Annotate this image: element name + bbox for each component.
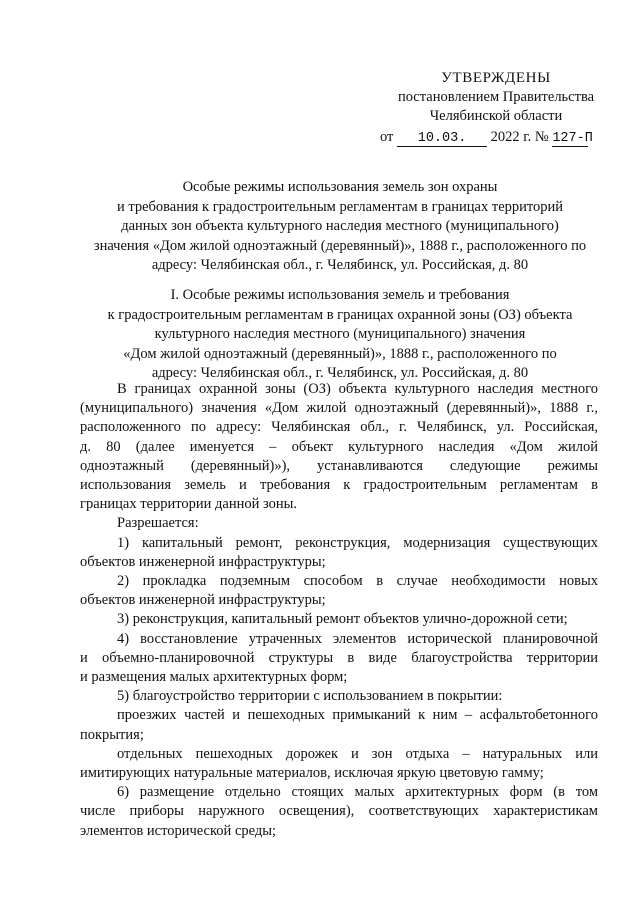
body-line: В границах охранной зоны (ОЗ) объекта культурного наследия местного [117, 381, 598, 397]
section-1-title [70, 286, 610, 384]
approval-line-2: Челябинской области [429, 108, 563, 124]
body-line: объектов инженерной инфраструктуры; [80, 592, 326, 609]
title-line: Особые режимы использования земель зон охраны [182, 179, 498, 195]
document-title [70, 178, 610, 276]
body-line: числе приборы наружного освещения), соответствующих характеристикам [80, 803, 598, 820]
body-line: 5) благоустройство территории с использованием в покрытии: [117, 688, 503, 705]
section-title-line: культурного наследия местного (муниципального) значения [154, 326, 526, 342]
body-line: проезжих частей и пешеходных примыканий к ним – асфальтобетонного [117, 707, 598, 724]
body-line: 1) капитальный ремонт, реконструкция, модернизация существующих [117, 534, 598, 551]
body-line: д. 80 (далее именуется – объект культурного наследия «Дом жилой [80, 438, 598, 455]
body-line: и объемно-планировочной структуры в виде благоустройства территории [80, 649, 598, 666]
section-title-line: адресу: Челябинская обл., г. Челябинск, ул. Российская, д. 80 [151, 365, 529, 381]
body-line: расположенного по адресу: Челябинская обл., г. Челябинск, ул. Российская, [80, 419, 598, 436]
title-line: и требования к градостроительным регламентам в границах территорий [116, 198, 564, 215]
body-line: Разрешается: [117, 515, 199, 532]
body-line: 4) восстановление утраченных элементов исторической планировочной [117, 630, 598, 647]
section-title-line: I. Особые режимы использования земель и требования [170, 287, 510, 303]
body-line: элементов исторической среды; [80, 822, 277, 839]
body-line: и размещения малых архитектурных форм; [80, 669, 348, 686]
body-line: 6) размещение отдельно стоящих малых архитектурных форм (в том [117, 784, 598, 801]
approval-date: 10.03. [397, 131, 487, 147]
year-label: 2022 г. № [490, 129, 549, 145]
body-line: 3) реконструкция, капитальный ремонт объектов улично-дорожной сети; [117, 611, 568, 628]
approval-number: 127-П [552, 131, 593, 146]
date-prefix: от [380, 129, 394, 145]
section-title-line: к градостроительным регламентам в границах охранной зоны (ОЗ) объекта [107, 306, 573, 323]
approval-date-line [380, 128, 612, 147]
body-line: (муниципального) значения «Дом жилой одноэтажный (деревянный)», 1888 г., [80, 400, 598, 417]
body-line: использования земель и требования к градостроительным регламентам в [80, 477, 598, 494]
body-line: имитирующих натуральные материалов, исключая яркую цветовую гамму; [80, 765, 544, 782]
body-line: одноэтажный (деревянный)»), устанавливаются следующие режимы [80, 457, 598, 474]
body-line: отдельных пешеходных дорожек и зон отдыха – натуральных или [117, 745, 598, 762]
document-body [80, 380, 598, 841]
title-line: адресу: Челябинская обл., г. Челябинск, ул. Российская, д. 80 [151, 257, 529, 273]
approval-stamp [380, 69, 612, 147]
section-title-line: «Дом жилой одноэтажный (деревянный)», 1888 г., расположенного по [123, 345, 557, 362]
title-line: данных зон объекта культурного наследия местного (муниципального) [121, 218, 559, 234]
approval-title: УТВЕРЖДЕНЫ [441, 70, 551, 86]
body-line: границах территории данной зоны. [80, 496, 298, 513]
title-line: значения «Дом жилой одноэтажный (деревянный)», 1888 г., расположенного по [93, 237, 587, 254]
approval-line-1: постановлением Правительства [397, 89, 595, 105]
body-line: покрытия; [80, 726, 144, 743]
body-line: объектов инженерной инфраструктуры; [80, 553, 326, 570]
body-line: 2) прокладка подземным способом в случае необходимости новых [117, 573, 598, 590]
